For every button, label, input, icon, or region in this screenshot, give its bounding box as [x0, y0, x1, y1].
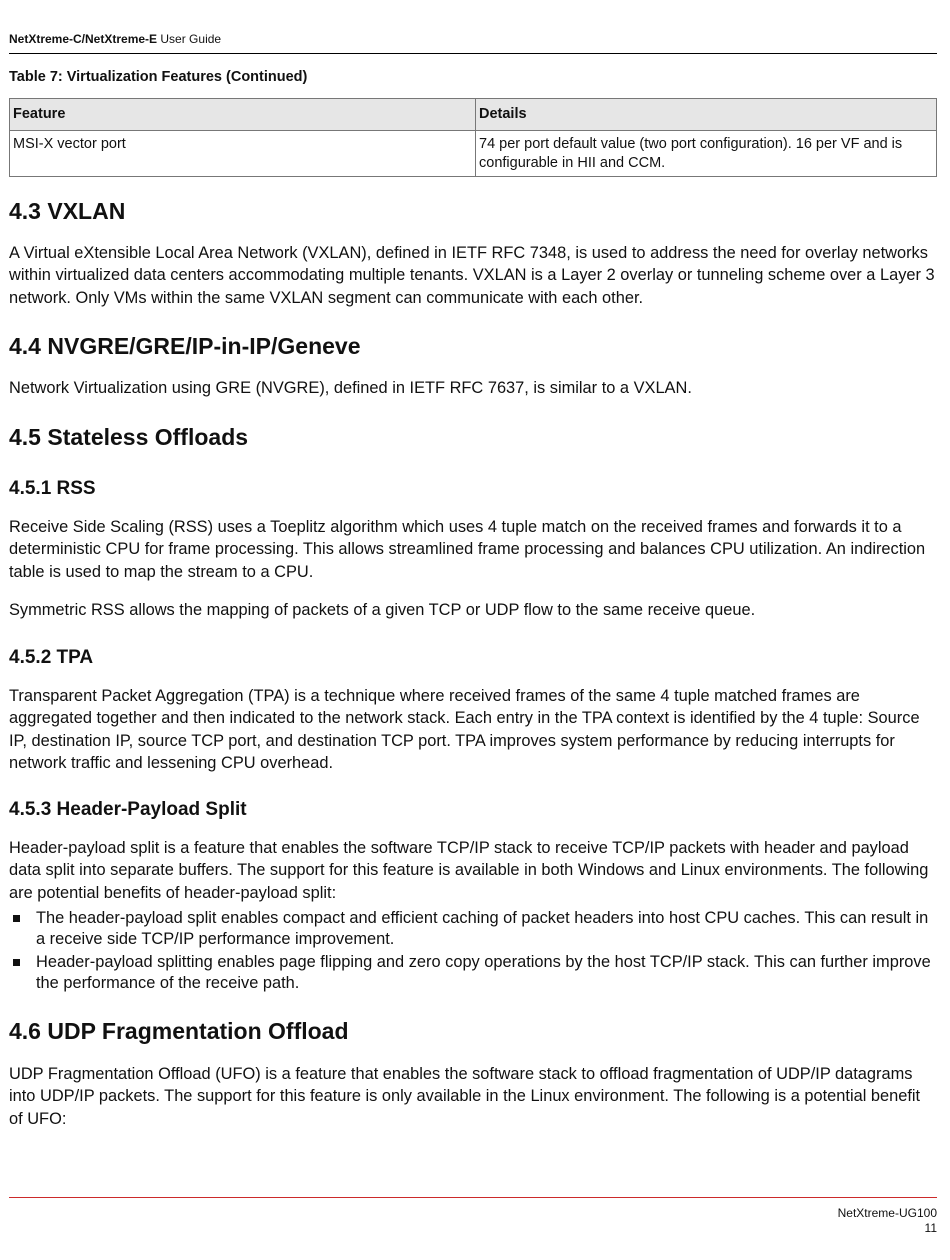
column-header-details: Details	[476, 99, 937, 131]
rss-paragraph-2: Symmetric RSS allows the mapping of packets of a given TCP or UDP flow to the same receive queue.	[9, 601, 756, 619]
list-item-text: The header-payload split enables compact and efficient caching of packet headers into host CPU caches. This can result in a receive side TCP/IP performance improvement.	[36, 909, 929, 948]
page-number: 11	[924, 1220, 937, 1235]
header-rule	[9, 53, 937, 54]
footer-rule	[9, 1197, 937, 1198]
subsection-heading-header-payload-split: 4.5.3 Header-Payload Split	[9, 799, 247, 820]
subsection-heading-tpa: 4.5.2 TPA	[9, 647, 94, 668]
page-footer	[838, 1206, 937, 1235]
section-heading-udp-fragmentation-offload: 4.6 UDP Fragmentation Offload	[9, 1018, 349, 1044]
running-header	[9, 32, 937, 46]
tpa-paragraph: Transparent Packet Aggregation (TPA) is a technique where received frames of the same 4 tuple matched frames are aggregated together and then indicated to the network stack. Each entry in the TPA context is identified by the 4 tuple: Source IP, destination IP, source TCP port, and destination TCP port. TPA improves system performance by reducing interrupts for network traffic and lessening CPU overhead.	[9, 687, 920, 772]
vxlan-paragraph: A Virtual eXtensible Local Area Network (VXLAN), defined in IETF RFC 7348, is used to address the need for overlay networks within virtualized data centers accommodating multiple tenants. VXLAN is a Layer 2 overlay or tunneling scheme over a Layer 3 network. Only VMs within the same VXLAN segment can communicate with each other.	[9, 244, 935, 307]
column-header-feature: Feature	[10, 99, 476, 131]
section-heading-vxlan: 4.3 VXLAN	[9, 198, 126, 224]
rss-paragraph-1: Receive Side Scaling (RSS) uses a Toeplitz algorithm which uses 4 tuple match on the received frames and forwards it to a deterministic CPU for frame processing. This allows streamlined frame processing and balances CPU utilization. An indirection table is used to map the stream to a CPU.	[9, 518, 926, 581]
header-doc-title: User Guide	[160, 32, 222, 46]
ufo-paragraph: UDP Fragmentation Offload (UFO) is a feature that enables the software stack to offload fragmentation of UDP/IP datagrams into UDP/IP packets. The support for this feature is only available in the Linux environment. The following is a potential benefit of UFO:	[9, 1065, 921, 1128]
header-product: NetXtreme-C/NetXtreme-E	[9, 32, 158, 46]
table-cell-details: 74 per port default value (two port configuration). 16 per VF and is configurable in HII and CCM.	[476, 131, 937, 177]
section-heading-nvgre: 4.4 NVGRE/GRE/IP-in-IP/Geneve	[9, 333, 361, 359]
subsection-heading-rss: 4.5.1 RSS	[9, 478, 96, 499]
list-item	[9, 908, 937, 949]
footer-doc-id: NetXtreme-UG100	[837, 1206, 937, 1220]
table-row	[10, 131, 937, 177]
bullet-square-icon	[13, 915, 20, 922]
header-payload-paragraph: Header-payload split is a feature that enables the software TCP/IP stack to receive TCP/IP packets with header and payload data split into separate buffers. The support for this feature is available in both Windows and Linux environments. The following are potential benefits of header-payload split:	[9, 839, 929, 902]
nvgre-paragraph: Network Virtualization using GRE (NVGRE), defined in IETF RFC 7637, is similar to a VXLAN.	[9, 379, 692, 397]
list-item	[9, 952, 937, 993]
table-header-row	[10, 99, 937, 131]
section-heading-stateless-offloads: 4.5 Stateless Offloads	[9, 424, 249, 450]
header-payload-benefits-list	[9, 908, 937, 996]
table-caption: Table 7: Virtualization Features (Continued)	[9, 69, 308, 85]
bullet-square-icon	[13, 959, 20, 966]
list-item-text: Header-payload splitting enables page flipping and zero copy operations by the host TCP/IP stack. This can further improve the performance of the receive path.	[36, 953, 931, 992]
virtualization-features-table	[9, 98, 937, 177]
table-cell-feature: MSI-X vector port	[10, 131, 476, 177]
